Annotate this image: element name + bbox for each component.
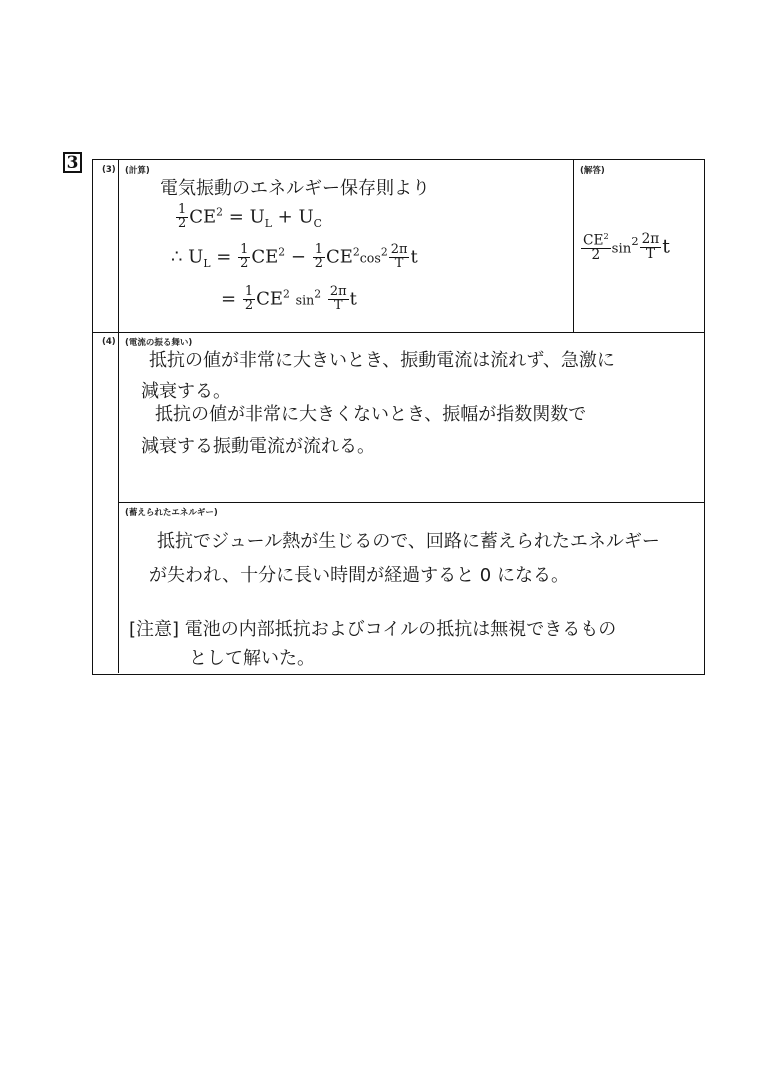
time-var: t bbox=[410, 246, 418, 268]
fraction bbox=[581, 232, 611, 263]
energy-label: (蓄えられたエネルギー) bbox=[125, 508, 218, 518]
denominator: T bbox=[645, 245, 655, 262]
fraction bbox=[313, 244, 325, 271]
subsection-divider bbox=[118, 502, 704, 503]
denominator: T bbox=[333, 297, 343, 313]
numerator: 2π bbox=[641, 231, 660, 248]
behavior-line: 減衰する。 bbox=[141, 381, 231, 402]
exponent: 2 bbox=[380, 245, 388, 259]
eq1-ce: CE bbox=[189, 206, 217, 228]
note-line: [注意] 電池の内部抵抗およびコイルの抵抗は無視できるもの bbox=[129, 619, 617, 640]
numerator: 2π bbox=[390, 242, 408, 257]
therefore-ul: ∴ U bbox=[171, 246, 204, 268]
minus: − bbox=[290, 246, 306, 268]
cos: cos bbox=[359, 250, 381, 266]
denominator: T bbox=[394, 255, 404, 271]
time-var: t bbox=[349, 288, 357, 310]
equals: = bbox=[221, 288, 237, 310]
energy-line: 抵抗でジュール熱が生じるので、回路に蓄えられたエネルギー bbox=[157, 531, 660, 552]
numerator: 1 bbox=[240, 242, 249, 257]
fraction bbox=[328, 286, 349, 313]
calc-line-1: 電気振動のエネルギー保存則より bbox=[160, 178, 430, 199]
numerator: 1 bbox=[314, 242, 323, 257]
exponent: 2 bbox=[278, 245, 286, 259]
exponent: 2 bbox=[631, 234, 639, 249]
ce: CE bbox=[251, 246, 279, 268]
ce: CE bbox=[256, 288, 283, 310]
fraction bbox=[238, 244, 250, 271]
behavior-line: 抵抗の値が非常に大きくないとき、振幅が指数関数で bbox=[155, 404, 587, 425]
part4-number: (4) bbox=[102, 337, 116, 347]
final-answer bbox=[580, 232, 670, 263]
exponent: 2 bbox=[314, 287, 322, 301]
answer-column-divider bbox=[573, 160, 574, 332]
behavior-line: 抵抗の値が非常に大きいとき、振動電流は流れず、急激に bbox=[149, 350, 615, 371]
equation-2 bbox=[171, 244, 418, 271]
fraction bbox=[640, 233, 662, 261]
exponent: 2 bbox=[216, 205, 224, 219]
eq1-uc: + U bbox=[277, 206, 314, 228]
note-line: として解いた。 bbox=[189, 648, 315, 669]
behavior-label: (電流の振る舞い) bbox=[125, 338, 193, 348]
numerator: 1 bbox=[244, 284, 254, 299]
exponent: 2 bbox=[283, 287, 290, 301]
answer-label: (解答) bbox=[580, 166, 605, 176]
time-var: t bbox=[662, 235, 670, 258]
denominator: 2 bbox=[591, 247, 601, 264]
part-divider bbox=[93, 332, 704, 333]
behavior-line: 減衰する振動電流が流れる。 bbox=[141, 436, 375, 457]
exponent: 2 bbox=[352, 245, 360, 259]
numerator: 1 bbox=[178, 202, 187, 217]
denominator: 2 bbox=[178, 215, 187, 231]
sin: sin bbox=[295, 292, 315, 308]
subscript: L bbox=[203, 257, 211, 271]
ce: CE bbox=[583, 232, 604, 249]
fraction bbox=[176, 204, 188, 231]
exponent: 2 bbox=[603, 231, 609, 241]
denominator: 2 bbox=[314, 255, 323, 271]
question-number: 3 bbox=[63, 152, 82, 173]
equation-3 bbox=[221, 286, 357, 313]
sin: sin bbox=[611, 241, 632, 257]
denominator: 2 bbox=[240, 255, 249, 271]
ce: CE bbox=[325, 246, 353, 268]
fraction bbox=[243, 286, 255, 313]
part3-number: (3) bbox=[102, 165, 116, 175]
energy-line: が失われ、十分に長い時間が経過すると 0 になる。 bbox=[149, 565, 569, 586]
calc-label: (計算) bbox=[125, 166, 150, 176]
eq1-ul: = U bbox=[228, 206, 265, 228]
subscript: L bbox=[264, 217, 272, 231]
fraction bbox=[389, 244, 410, 271]
equation-1 bbox=[175, 204, 322, 231]
denominator: 2 bbox=[244, 297, 254, 313]
number-column-divider bbox=[118, 160, 119, 673]
equals: = bbox=[216, 246, 232, 268]
numerator: 2π bbox=[329, 284, 347, 299]
answer-frame bbox=[92, 159, 705, 675]
subscript: C bbox=[313, 217, 322, 231]
